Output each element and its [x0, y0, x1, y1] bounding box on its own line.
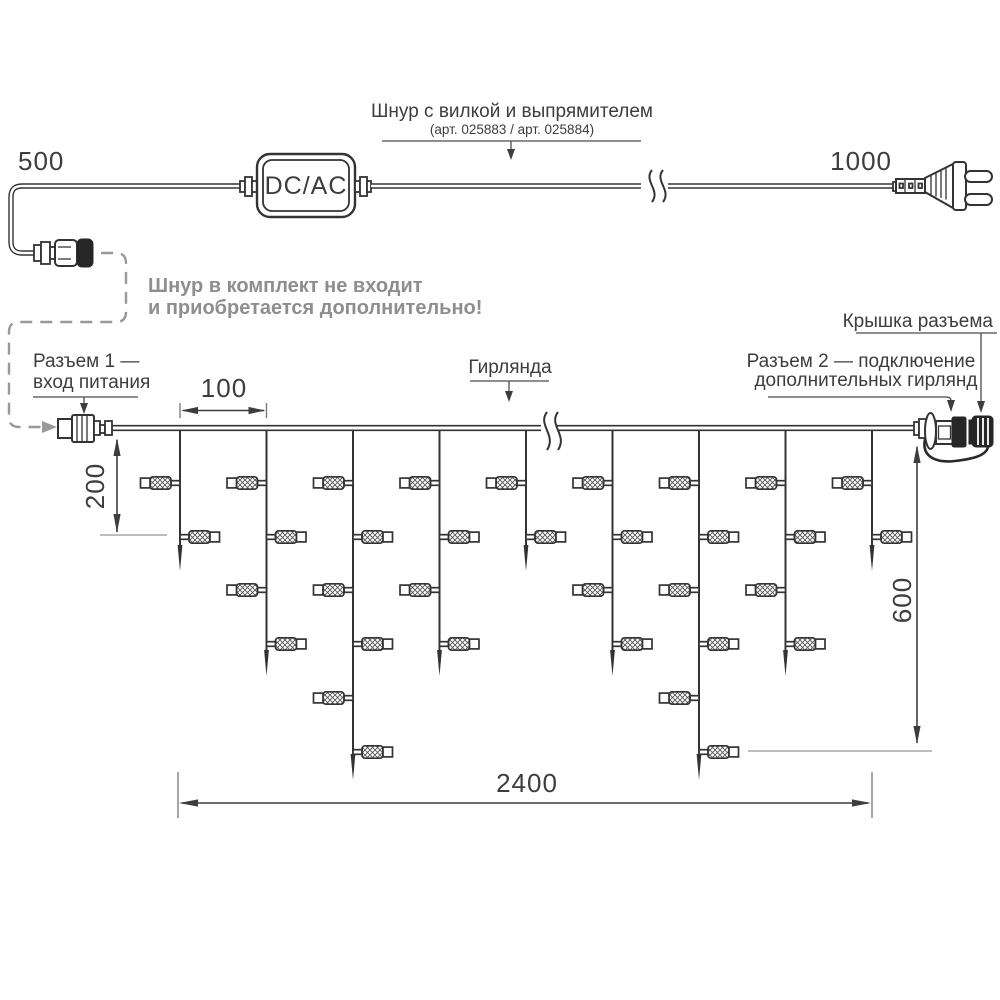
dcac-converter-box — [240, 154, 371, 217]
connector1-line1: Разъем 1 — — [33, 351, 140, 372]
dim-total-length — [178, 768, 872, 818]
garland-wire — [112, 412, 914, 450]
connector2-callout-arrow-icon — [947, 400, 955, 412]
dim-600-label: 600 — [887, 576, 917, 624]
drop-3 — [314, 431, 393, 780]
connector2-icon — [914, 413, 993, 461]
right-cord-length-label: 1000 — [830, 146, 892, 176]
plug-icon — [893, 162, 992, 210]
dim-100-label: 100 — [200, 373, 248, 403]
dim-max-drop — [748, 445, 932, 751]
connector1-icon — [58, 415, 112, 442]
garland-drops — [141, 431, 912, 780]
drop-8 — [746, 431, 825, 676]
connector2-callout — [747, 351, 978, 412]
cord-note-line2: и приобретается дополнительно! — [148, 297, 483, 319]
connector2-line2: дополнительных гирлянд — [754, 370, 978, 391]
dashed-route-arrow-icon — [42, 421, 57, 433]
cord-connector-icon — [34, 239, 93, 267]
drop-9 — [833, 431, 912, 571]
connector1-line2: вход питания — [33, 372, 151, 393]
connector-cap-icon — [969, 416, 993, 447]
drop-5 — [487, 431, 566, 571]
cord-note-line1: Шнур в комплект не входит — [148, 275, 423, 297]
garland-callout — [468, 357, 552, 402]
left-cord-length-label: 500 — [18, 146, 65, 176]
dim-2400-label: 2400 — [496, 768, 558, 798]
cord-break-icon — [649, 170, 654, 202]
drop-4 — [400, 431, 479, 676]
connector2-line1: Разъем 2 — подключение — [746, 351, 976, 372]
garland-callout-arrow-icon — [505, 391, 513, 402]
cord-title: Шнур с вилкой и выпрямителем — [371, 101, 653, 122]
cord-callout-arrow-icon — [507, 149, 515, 160]
garland-break-icon — [544, 412, 550, 450]
drop-2 — [227, 431, 306, 676]
dcac-label: DC/AC — [264, 172, 348, 200]
drop-1 — [141, 431, 220, 571]
drop-6 — [573, 431, 652, 676]
connector1-callout-arrow-icon — [80, 403, 88, 414]
right-cord-wire — [371, 170, 897, 202]
cord-callout — [371, 101, 653, 160]
cap-label: Крышка разъема — [842, 311, 993, 332]
connector1-callout — [33, 351, 150, 414]
dim-drop-spacing — [180, 373, 267, 418]
drop-7 — [660, 431, 739, 780]
garland-label: Гирлянда — [468, 357, 552, 378]
cap-callout-arrow-icon — [977, 401, 985, 413]
garland-section — [33, 311, 997, 818]
cord-article: (арт. 025883 / арт. 025884) — [429, 122, 595, 137]
dashed-route — [9, 253, 126, 433]
dim-200-label: 200 — [80, 462, 110, 510]
